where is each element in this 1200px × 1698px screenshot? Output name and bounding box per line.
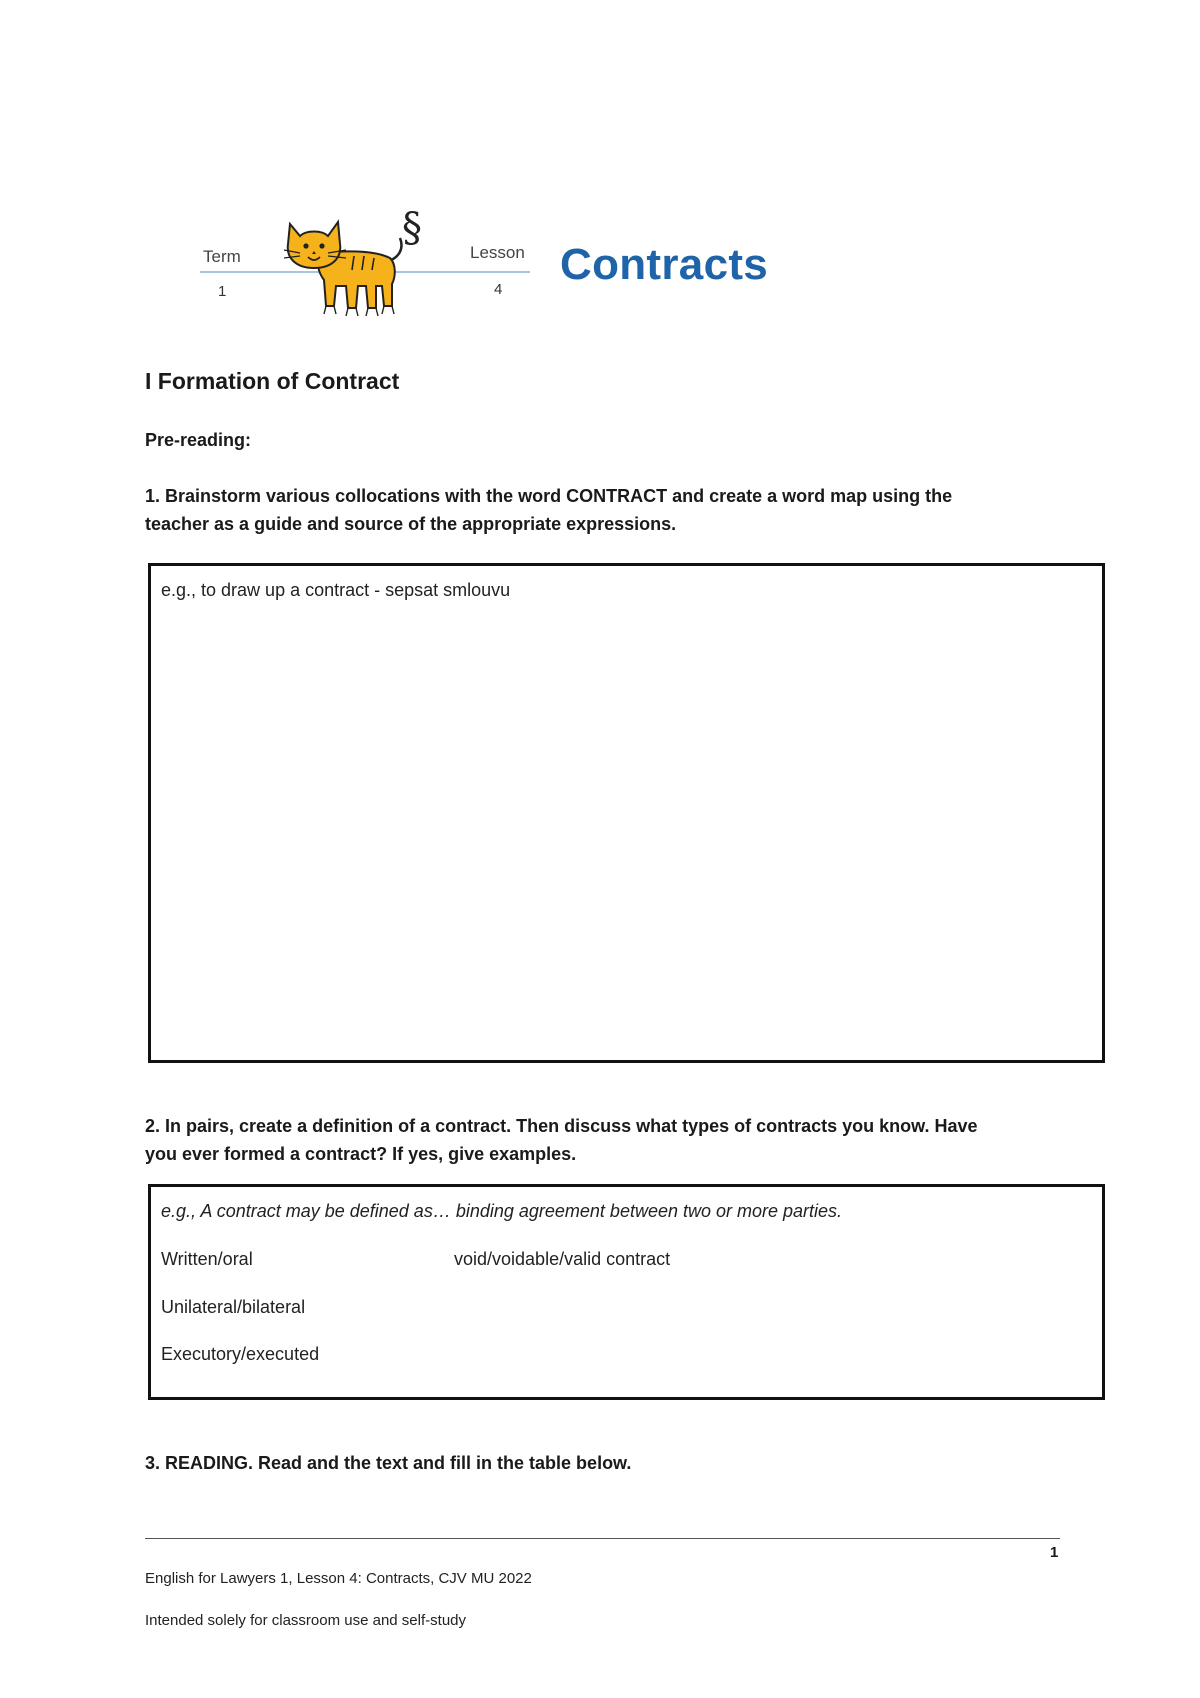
lesson-title: Contracts — [560, 240, 769, 289]
cat-logo-icon — [282, 210, 422, 322]
question-1 — [145, 482, 1045, 538]
term-label: Term — [203, 247, 241, 266]
question-1-line-1: 1. Brainstorm various collocations with the word CONTRACT and create a word map using the — [145, 486, 953, 506]
question-1-line-2: teacher as a guide and source of the appropriate expressions. — [145, 514, 677, 534]
footer-divider — [145, 1538, 1060, 1539]
question-2 — [145, 1112, 1045, 1168]
contract-type-written-oral: Written/oral — [161, 1249, 253, 1269]
page-number: 1 — [1050, 1544, 1059, 1561]
section-symbol: § — [402, 205, 422, 251]
pre-reading-label: Pre-reading: — [145, 430, 252, 450]
word-map-box[interactable] — [148, 563, 1105, 1063]
definition-example: e.g., A contract may be defined as… binding agreement between two or more parties. — [161, 1201, 843, 1221]
question-3: 3. READING. Read and the text and fill in the table below. — [145, 1453, 632, 1473]
word-map-example: e.g., to draw up a contract - sepsat smlouvu — [161, 580, 511, 600]
lesson-label: Lesson — [470, 243, 525, 262]
contract-type-unilateral-bilateral: Unilateral/bilateral — [161, 1297, 306, 1317]
term-number: 1 — [218, 283, 227, 300]
definition-box[interactable] — [148, 1184, 1105, 1400]
section-title: I Formation of Contract — [145, 368, 400, 394]
contract-type-executory-executed: Executory/executed — [161, 1344, 320, 1364]
question-2-line-1: 2. In pairs, create a definition of a contract. Then discuss what types of contracts you know. Have — [145, 1116, 978, 1136]
footer-usage-note: Intended solely for classroom use and self-study — [145, 1612, 466, 1629]
lesson-number: 4 — [494, 281, 503, 298]
contract-validity-types: void/voidable/valid contract — [454, 1249, 671, 1269]
question-2-line-2: you ever formed a contract? If yes, give examples. — [145, 1144, 577, 1164]
footer-course-line: English for Lawyers 1, Lesson 4: Contracts, CJV MU 2022 — [145, 1570, 532, 1587]
